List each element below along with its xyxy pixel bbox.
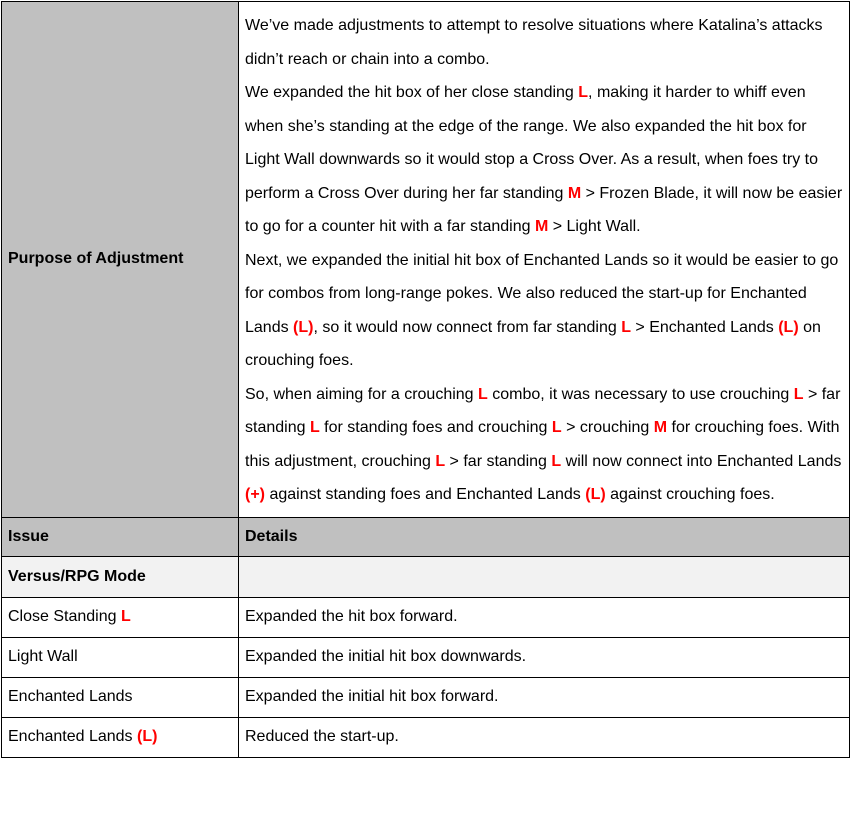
input-highlight: L (120, 608, 131, 625)
text-run: > far standing (245, 385, 841, 436)
text-run: > far standing (445, 452, 552, 470)
issue-column-header: Issue (2, 517, 239, 556)
text-run: Light Wall (8, 648, 78, 665)
section-empty-cell (239, 556, 850, 597)
text-run: combo, it was necessary to use crouching (487, 385, 794, 403)
input-highlight: L (578, 84, 589, 101)
column-header-row (2, 517, 850, 556)
input-highlight: L (309, 419, 320, 436)
text-run: Enchanted Lands (8, 688, 133, 705)
input-highlight: (+) (245, 486, 265, 503)
table-row (2, 677, 850, 717)
details-cell: Expanded the hit box forward. (239, 597, 850, 637)
input-highlight: L (551, 452, 562, 470)
purpose-label: Purpose of Adjustment (2, 2, 239, 518)
text-run: , so it would now connect from far standing (313, 318, 622, 336)
issue-cell (2, 717, 239, 757)
text-run: So, when aiming for a crouching (245, 385, 479, 403)
text-run: Next, we expanded the initial hit box of Enchanted Lands so it would be easier to go for combos from long-range pokes. We also reduced the start-up for Enchanted Lands (245, 251, 839, 336)
input-highlight: M (534, 218, 549, 235)
details-cell: Expanded the initial hit box downwards. (239, 637, 850, 677)
text-run: will now connect into Enchanted Lands (561, 452, 842, 470)
issue-cell (2, 637, 239, 677)
input-highlight: L (621, 318, 631, 336)
text-run: for crouching foes. With this adjustment, crouching (245, 419, 840, 470)
input-highlight: (L) (778, 318, 799, 336)
text-run: , making it harder to whiff even when she’s standing at the edge of the range. We also expanded the hit box for Light Wall downwards so it would stop a Cross Over. As a result, when foes try to perform a Cross Over during her far standing (245, 84, 818, 202)
table-row (2, 637, 850, 677)
purpose-paragraph (245, 378, 843, 512)
input-highlight: M (567, 184, 582, 202)
details-cell: Reduced the start-up. (239, 717, 850, 757)
text-run: We’ve made adjustments to attempt to resolve situations where Katalina’s attacks didn’t reach or chain into a combo. (245, 17, 823, 68)
purpose-text (239, 2, 850, 518)
section-title: Versus/RPG Mode (2, 556, 239, 597)
purpose-paragraph (245, 76, 843, 244)
table-row (2, 597, 850, 637)
text-run: for standing foes and crouching (319, 419, 552, 436)
input-highlight: (L) (293, 318, 314, 336)
input-highlight: (L) (137, 728, 158, 745)
text-run: against crouching foes. (605, 486, 775, 503)
section-row (2, 556, 850, 597)
input-highlight: M (653, 419, 668, 436)
input-highlight: (L) (585, 486, 606, 503)
issue-cell (2, 677, 239, 717)
input-highlight: L (551, 419, 562, 436)
purpose-paragraph (245, 244, 843, 378)
details-column-header: Details (239, 517, 850, 556)
input-highlight: L (478, 385, 488, 403)
text-run: on crouching foes. (245, 318, 821, 369)
text-run: > crouching (561, 419, 654, 436)
text-run: Enchanted Lands (8, 728, 137, 745)
table-row (2, 717, 850, 757)
text-run: > Frozen Blade, it will now be easier to go for a counter hit with a far standing (245, 184, 843, 235)
adjustment-table (1, 1, 850, 758)
text-run: > Light Wall. (548, 218, 641, 235)
text-run: Close Standing (8, 608, 121, 625)
issue-cell (2, 597, 239, 637)
text-run: > Enchanted Lands (630, 318, 779, 336)
input-highlight: L (793, 385, 804, 403)
purpose-row (2, 2, 850, 518)
details-cell: Expanded the initial hit box forward. (239, 677, 850, 717)
text-run: We expanded the hit box of her close standing (245, 84, 579, 101)
text-run: against standing foes and Enchanted Lands (265, 486, 586, 503)
purpose-paragraph (245, 9, 843, 76)
input-highlight: L (435, 452, 446, 470)
